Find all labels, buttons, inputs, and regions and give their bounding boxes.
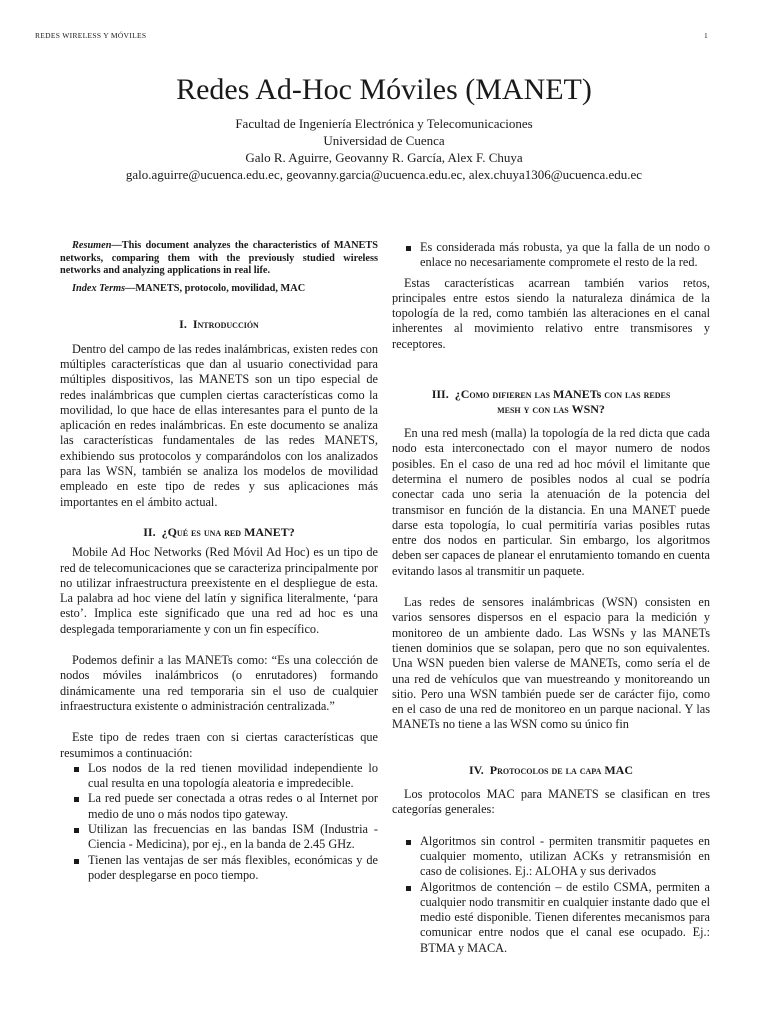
author-emails: galo.aguirre@ucuenca.edu.ec, geovanny.garcia@ucuenca.edu.ec, alex.chuya1306@ucuenca.edu.ec [125, 167, 643, 182]
section-3-paragraph-2: Las redes de sensores inalámbricas (WSN) consisten en varios sensores dispersos en el espacio para la medición y monitoreo de un ambiente dado. Las WSNs y las MANETs tienen dominios que se solapan, pero que no son equivalentes. Una WSN pueden bien valerse de MANETs, como sería el de una red de vehículos que van muestreando y monitoreando un sitio. Pero una WSN también puede ser de carácter fijo, como en el caso de una red de monitoreo en un parque nacional. Y las MANETs no tiene a las WSN como su único fin [392, 595, 710, 732]
author-names: Galo R. Aguirre, Geovanny R. García, Alex F. Chuya [245, 150, 523, 165]
index-terms-paragraph [60, 283, 378, 296]
section-4-number: IV. [468, 762, 484, 777]
section-heading-3 [392, 387, 710, 417]
section-1-paragraph: Dentro del campo de las redes inalámbricas, existen redes con múltiples características que dan al usuario conectividad para múltiples dispositivos, las MANETS son un tipo especial de redes inalámbricas que cumplen ciertas características como la movilidad, lo que hace de ellas interesantes para el punto de la aplicación en redes inalámbricas. En este documento se analiza las características fundamentales de las redes MANETS, exhibiendo sus protocolos y comparándolos con los analizados para las WSN, también se analiza los modelos de movilidad empleado en este tipo de redes y sus aplicaciones más importantes en el ámbito actual. [60, 341, 378, 509]
section-3-title-d: mesh y con las [497, 402, 569, 417]
section-2-paragraph-3: Este tipo de redes traen con si ciertas características que resumimos a continuación: [60, 730, 378, 760]
abstract-label: Resumen [72, 240, 112, 251]
index-terms-label: Index Terms [72, 282, 126, 294]
page-number: 1 [703, 31, 708, 40]
section-2-title-tail: MANET? [244, 524, 295, 539]
section-3-title-a: ¿Como difieren las [454, 387, 551, 402]
left-column [60, 240, 378, 883]
section-2-paragraph-2: Podemos definir a las MANETs como: “Es una colección de nodos móviles inalámbricos (o enrutadores) formando dinámicamente una red temporaria sin el uso de cualquier infraestructura existente o administración centralizada.” [60, 653, 378, 713]
section-heading-4 [392, 763, 710, 778]
list-item: Utilizan las frecuencias en las bandas ISM (Industria - Ciencia - Medicina), por ej., en la banda de 2.45 GHz. [60, 822, 378, 853]
list-item: Los nodos de la red tienen movilidad independiente lo cual resulta en una topología aleatoria e impredecible. [60, 761, 378, 792]
section-3-title-c: con las redes [604, 387, 671, 402]
abstract-paragraph [60, 240, 378, 278]
list-item: La red puede ser conectada a otras redes o al Internet por medio de uno o más nodos tipo gateway. [60, 791, 378, 822]
index-terms-text: —MANETS, protocolo, movilidad, MAC [125, 282, 306, 294]
section-1-title: Introducción [192, 317, 259, 332]
running-title: REDES WIRELESS Y MÓVILES [35, 31, 147, 40]
right-column [392, 240, 710, 956]
list-item: Tienen las ventajas de ser más flexibles, económicas y de poder desplegarse en poco tiempo. [60, 853, 378, 884]
characteristics-list-continued [392, 240, 710, 271]
university-line: Universidad de Cuenca [323, 133, 445, 148]
section-3-title-b: MANETs [553, 387, 602, 402]
section-4-title-tail: MAC [604, 762, 634, 777]
paper-title: Redes Ad-Hoc Móviles (MANET) [176, 73, 592, 106]
section-1-number: I. [179, 317, 187, 332]
section-4-title: Protocolos de la capa [489, 762, 602, 777]
faculty-line: Facultad de Ingeniería Electrónica y Telecomunicaciones [235, 116, 533, 131]
section-2-number: II. [143, 524, 156, 539]
section-heading-2 [60, 525, 378, 540]
list-item: Algoritmos de contención – de estilo CSMA, permiten a cualquier nodo transmitir en cualquier instante dado que el medio esté disponible. Tienen diferentes mecanismos para comunicar entre nodos que el canal ese ocupado. Ej.: BTMA y MACA. [392, 880, 710, 956]
section-3-number: III. [431, 387, 449, 402]
running-header [35, 31, 708, 43]
author-block [0, 115, 768, 183]
section-4-paragraph-1: Los protocolos MAC para MANETS se clasifican en tres categorías generales: [392, 787, 710, 817]
section-2-paragraph-4: Estas características acarrean también varios retos, principales entre estos siendo la naturaleza dinámica de la topología de la red, como también las alteraciones en el canal inherentes al movimiento relativo entre transmisores y receptores. [392, 275, 710, 351]
abstract [60, 240, 378, 295]
characteristics-list [60, 761, 378, 883]
section-2-title: ¿Qué es una red [161, 524, 242, 539]
section-2-paragraph-1: Mobile Ad Hoc Networks (Red Móvil Ad Hoc) es un tipo de red de telecomunicaciones que se caracteriza principalmente por no utilizar infraestructura preexistente en el despliegue de esta. La palabra ad hoc viene del latín y significa literalmente, ‘para esto’. Implica este significado que una red ad hoc es una desplegada temporariamente y con un fin específico. [60, 545, 378, 636]
abstract-text: —This document analyzes the characteristics of MANETS networks, comparing them with the previously studied wireless networks and analyzing applications in real life. [60, 240, 378, 277]
list-item: Es considerada más robusta, ya que la falla de un nodo o enlace no necesariamente compromete el resto de la red. [392, 240, 710, 271]
section-heading-1 [60, 317, 378, 332]
section-3-title-e: WSN? [571, 402, 605, 417]
list-item: Algoritmos sin control - permiten transmitir paquetes en cualquier momento, utilizan ACKs y retransmisión en caso de colisiones. Ej.: ALOHA y sus derivados [392, 834, 710, 880]
mac-protocols-list [392, 834, 710, 956]
section-3-paragraph-1: En una red mesh (malla) la topología de la red dicta que cada nodo esta interconectado con el mayor numero de nodos posibles. En el caso de una red ad hoc móvil el limitante que determina el numero de posibles nodos al cual se podría conectar cada uno seria la atenuación de la potencia del transmisor en función de la distancia. En una MANET puede darse esta topología, lo cual permitiría varias posibles rutas entre dos nodos en particular. Sin embargo, los algoritmos deben ser capaces de planear el enrutamiento tomando en cuenta evitando lasos al transmitir un paquete. [392, 426, 710, 578]
